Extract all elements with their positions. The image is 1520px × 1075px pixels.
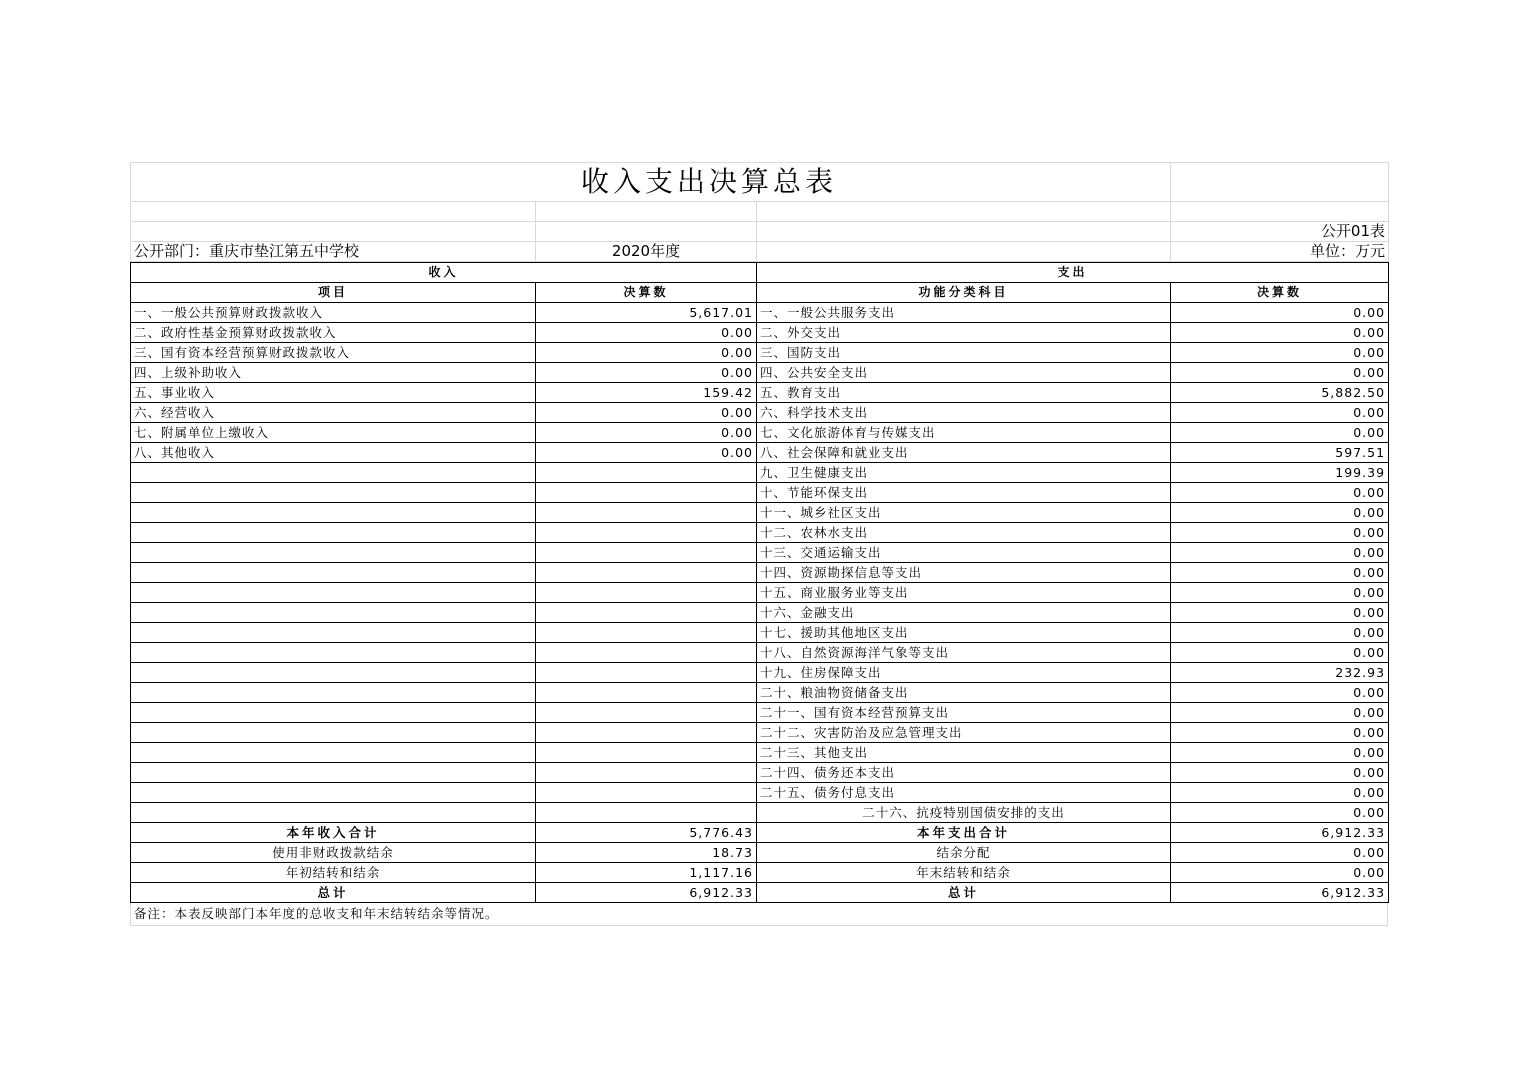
income-amount: [536, 563, 757, 583]
income-amount: [536, 463, 757, 483]
income-item: 三、国有资本经营预算财政拨款收入: [131, 343, 536, 363]
page-title: 收入支出决算总表: [131, 163, 1171, 202]
table-row: [131, 403, 1389, 423]
income-amount: [536, 763, 757, 783]
income-item: 一、一般公共预算财政拨款收入: [131, 303, 536, 323]
unit-label: 单位：万元: [1171, 242, 1389, 262]
summary-expense-label: 年末结转和结余: [757, 863, 1171, 883]
table-row: [131, 483, 1389, 503]
summary-row: [131, 823, 1389, 843]
income-amount: [536, 723, 757, 743]
income-amount: [536, 783, 757, 803]
expense-item: 五、教育支出: [757, 383, 1171, 403]
year-label: 2020年度: [536, 242, 757, 262]
income-item: 四、上级补助收入: [131, 363, 536, 383]
table-row: [131, 503, 1389, 523]
summary-expense-amount: 6,912.33: [1171, 823, 1389, 843]
income-amount: 159.42: [536, 383, 757, 403]
table-row: [131, 763, 1389, 783]
expense-item: 一、一般公共服务支出: [757, 303, 1171, 323]
expense-item: 十、节能环保支出: [757, 483, 1171, 503]
income-amount: 0.00: [536, 323, 757, 343]
income-amount: [536, 703, 757, 723]
expense-item: 七、文化旅游体育与传媒支出: [757, 423, 1171, 443]
expense-amount: 0.00: [1171, 363, 1389, 383]
department-label: 公开部门：重庆市垫江第五中学校: [131, 242, 536, 262]
expense-item: 二十五、债务付息支出: [757, 783, 1171, 803]
income-amount: 0.00: [536, 443, 757, 463]
expense-amount: 0.00: [1171, 523, 1389, 543]
expense-section-header: 支出: [757, 263, 1389, 283]
income-item: [131, 763, 536, 783]
income-amount: [536, 743, 757, 763]
expense-amount: 0.00: [1171, 403, 1389, 423]
income-amount: 0.00: [536, 403, 757, 423]
table-row: [131, 343, 1389, 363]
expense-item: 十五、商业服务业等支出: [757, 583, 1171, 603]
summary-income-label: 年初结转和结余: [131, 863, 536, 883]
income-item: [131, 783, 536, 803]
income-item: [131, 503, 536, 523]
income-item: [131, 703, 536, 723]
income-amount: [536, 603, 757, 623]
expense-amount: 5,882.50: [1171, 383, 1389, 403]
table-row: [131, 803, 1389, 823]
expense-item: 十六、金融支出: [757, 603, 1171, 623]
expense-item: 十四、资源勘探信息等支出: [757, 563, 1171, 583]
expense-item: 二十、粮油物资储备支出: [757, 683, 1171, 703]
expense-item: 九、卫生健康支出: [757, 463, 1171, 483]
table-row: [131, 783, 1389, 803]
income-amount: [536, 643, 757, 663]
col-header-amount-2: 决算数: [1171, 283, 1389, 303]
income-item: [131, 583, 536, 603]
income-expense-table: [130, 262, 1389, 903]
expense-amount: 597.51: [1171, 443, 1389, 463]
income-amount: [536, 683, 757, 703]
table-row: [131, 603, 1389, 623]
expense-item: 三、国防支出: [757, 343, 1171, 363]
income-item: 六、经营收入: [131, 403, 536, 423]
income-item: 五、事业收入: [131, 383, 536, 403]
expense-item: 二十一、国有资本经营预算支出: [757, 703, 1171, 723]
expense-item: 十一、城乡社区支出: [757, 503, 1171, 523]
summary-expense-amount: 6,912.33: [1171, 883, 1389, 903]
table-row: [131, 563, 1389, 583]
expense-item: 六、科学技术支出: [757, 403, 1171, 423]
expense-item: 十三、交通运输支出: [757, 543, 1171, 563]
table-row: [131, 583, 1389, 603]
expense-amount: 0.00: [1171, 303, 1389, 323]
expense-item: 十八、自然资源海洋气象等支出: [757, 643, 1171, 663]
income-item: [131, 483, 536, 503]
summary-expense-label: 总计: [757, 883, 1171, 903]
expense-amount: 0.00: [1171, 623, 1389, 643]
expense-amount: 0.00: [1171, 683, 1389, 703]
summary-expense-label: 结余分配: [757, 843, 1171, 863]
income-item: [131, 603, 536, 623]
table-row: [131, 323, 1389, 343]
summary-row: [131, 883, 1389, 903]
table-row: [131, 703, 1389, 723]
table-row: [131, 423, 1389, 443]
expense-amount: 0.00: [1171, 543, 1389, 563]
income-item: [131, 563, 536, 583]
expense-amount: 0.00: [1171, 483, 1389, 503]
income-amount: [536, 803, 757, 823]
summary-income-label: 总计: [131, 883, 536, 903]
income-amount: 0.00: [536, 363, 757, 383]
income-item: [131, 523, 536, 543]
expense-item: 四、公共安全支出: [757, 363, 1171, 383]
summary-row: [131, 843, 1389, 863]
expense-item: 二十四、债务还本支出: [757, 763, 1171, 783]
table-row: [131, 383, 1389, 403]
form-number: 公开01表: [1171, 222, 1389, 242]
table-row: [131, 543, 1389, 563]
table-row: [131, 683, 1389, 703]
summary-income-label: 使用非财政拨款结余: [131, 843, 536, 863]
income-item: [131, 543, 536, 563]
income-item: [131, 803, 536, 823]
income-amount: 0.00: [536, 343, 757, 363]
income-amount: 5,617.01: [536, 303, 757, 323]
summary-expense-label: 本年支出合计: [757, 823, 1171, 843]
footnote: 备注：本表反映部门本年度的总收支和年末结转结余等情况。: [130, 903, 1388, 926]
income-amount: [536, 583, 757, 603]
expense-amount: 0.00: [1171, 503, 1389, 523]
expense-amount: 199.39: [1171, 463, 1389, 483]
summary-income-amount: 1,117.16: [536, 863, 757, 883]
income-item: 七、附属单位上缴收入: [131, 423, 536, 443]
summary-income-amount: 6,912.33: [536, 883, 757, 903]
table-row: [131, 623, 1389, 643]
summary-row: [131, 863, 1389, 883]
table-row: [131, 663, 1389, 683]
expense-amount: 0.00: [1171, 743, 1389, 763]
table-row: [131, 443, 1389, 463]
summary-expense-amount: 0.00: [1171, 843, 1389, 863]
income-item: [131, 463, 536, 483]
expense-amount: 0.00: [1171, 723, 1389, 743]
col-header-amount: 决算数: [536, 283, 757, 303]
expense-amount: 0.00: [1171, 423, 1389, 443]
income-amount: [536, 523, 757, 543]
table-row: [131, 523, 1389, 543]
summary-income-amount: 5,776.43: [536, 823, 757, 843]
expense-amount: 0.00: [1171, 603, 1389, 623]
income-section-header: 收入: [131, 263, 757, 283]
expense-amount: 0.00: [1171, 803, 1389, 823]
expense-amount: 0.00: [1171, 703, 1389, 723]
income-amount: 0.00: [536, 423, 757, 443]
table-row: [131, 303, 1389, 323]
expense-item: 二十三、其他支出: [757, 743, 1171, 763]
expense-amount: 0.00: [1171, 343, 1389, 363]
table-row: [131, 743, 1389, 763]
col-header-item: 项目: [131, 283, 536, 303]
expense-amount: 0.00: [1171, 643, 1389, 663]
summary-income-label: 本年收入合计: [131, 823, 536, 843]
table-row: [131, 723, 1389, 743]
income-amount: [536, 623, 757, 643]
header-grid: [130, 162, 1389, 262]
income-item: 二、政府性基金预算财政拨款收入: [131, 323, 536, 343]
table-row: [131, 363, 1389, 383]
expense-item: 十九、住房保障支出: [757, 663, 1171, 683]
expense-item: 十二、农林水支出: [757, 523, 1171, 543]
expense-item: 十七、援助其他地区支出: [757, 623, 1171, 643]
income-item: [131, 663, 536, 683]
expense-item: 二十六、抗疫特别国债安排的支出: [757, 803, 1171, 823]
expense-amount: 0.00: [1171, 583, 1389, 603]
expense-amount: 0.00: [1171, 323, 1389, 343]
report-sheet: [130, 162, 1388, 926]
income-item: [131, 683, 536, 703]
expense-item: 二、外交支出: [757, 323, 1171, 343]
summary-income-amount: 18.73: [536, 843, 757, 863]
table-row: [131, 643, 1389, 663]
income-amount: [536, 503, 757, 523]
income-amount: [536, 543, 757, 563]
table-row: [131, 463, 1389, 483]
income-amount: [536, 663, 757, 683]
summary-expense-amount: 0.00: [1171, 863, 1389, 883]
income-item: [131, 623, 536, 643]
expense-amount: 232.93: [1171, 663, 1389, 683]
col-header-function-item: 功能分类科目: [757, 283, 1171, 303]
income-item: [131, 723, 536, 743]
expense-amount: 0.00: [1171, 763, 1389, 783]
expense-amount: 0.00: [1171, 783, 1389, 803]
expense-item: 八、社会保障和就业支出: [757, 443, 1171, 463]
income-item: 八、其他收入: [131, 443, 536, 463]
expense-amount: 0.00: [1171, 563, 1389, 583]
expense-item: 二十二、灾害防治及应急管理支出: [757, 723, 1171, 743]
income-item: [131, 643, 536, 663]
income-item: [131, 743, 536, 763]
income-amount: [536, 483, 757, 503]
